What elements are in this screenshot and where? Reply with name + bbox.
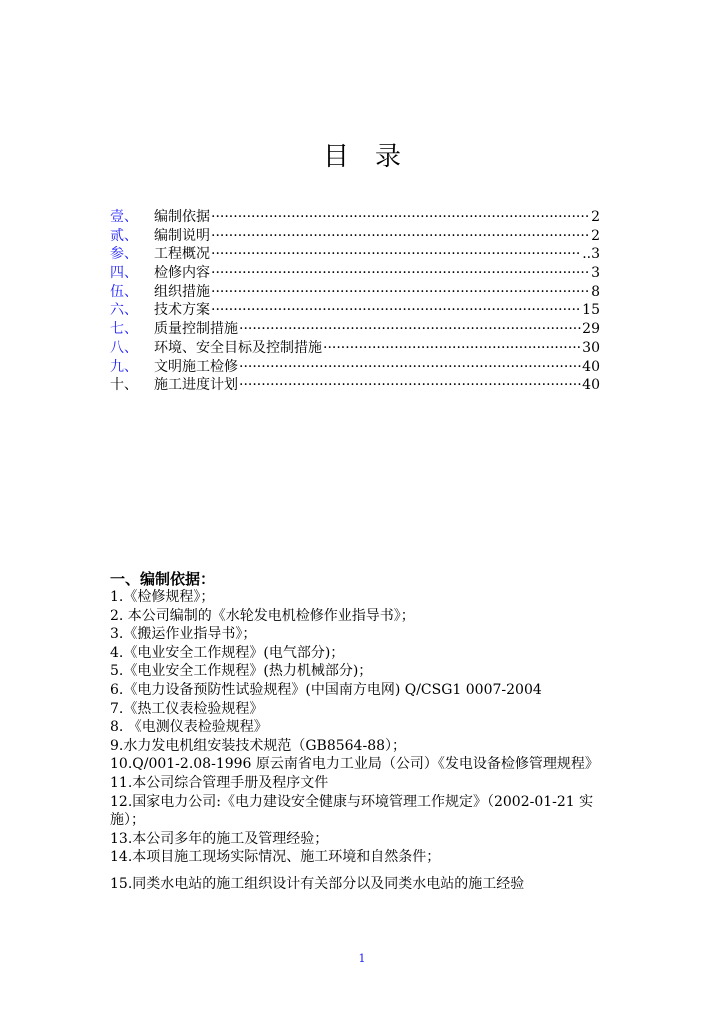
toc-entry[interactable] [110,376,600,395]
reference-item: 4.《电业安全工作规程》(电气部分)； [110,644,345,661]
reference-item: 12.国家电力公司:《电力建设安全健康与环境管理工作规定》（2002-01-21 实施）； [110,793,594,829]
toc-entry-label: 质量控制措施 [154,321,238,338]
toc-entry-number: 七、 [110,321,138,338]
toc-entry[interactable] [110,245,600,264]
table-of-contents [110,208,600,395]
toc-leader-dots [239,320,581,339]
toc-entry-label: 编制依据 [154,209,210,225]
reference-item: 1.《检修规程》； [110,589,215,605]
toc-entry-page: 30 [582,339,600,356]
toc-entry-page: 40 [582,377,600,394]
page-title: 目录 [322,142,427,172]
toc-entry-page: ..3 [582,246,600,263]
reference-item: 6.《电力设备预防性试验规程》(中国南方电网) Q/CSG1 0007-2004 [110,681,542,698]
toc-leader-dots [211,283,590,302]
toc-entry[interactable] [110,283,600,302]
toc-entry-number: 贰、 [110,227,138,244]
toc-entry-page: 2 [591,227,600,244]
toc-entry-page: 15 [582,302,600,319]
toc-leader-dots [211,208,590,227]
reference-item: 9.水力发电机组安装技术规范（GB8564-88）； [110,737,407,754]
reference-item: 2. 本公司编制的《水轮发电机检修作业指导书》； [110,607,415,624]
toc-entry[interactable] [110,339,600,358]
toc-entry-page: 2 [591,209,600,225]
toc-entry[interactable] [110,358,600,377]
reference-list [110,588,620,894]
reference-item: 14.本项目施工现场实际情况、施工环境和自然条件； [110,849,441,866]
reference-item: 5.《电业安全工作规程》(热力机械部分)； [110,663,373,680]
toc-entry-label: 编制说明 [154,227,210,244]
toc-entry-label: 组织措施 [154,283,210,300]
toc-leader-dots [239,358,581,377]
reference-item: 13.本公司多年的施工及管理经验； [110,830,329,847]
toc-entry-label: 技术方案 [154,302,210,319]
toc-entry-page: 29 [582,321,600,338]
toc-entry-label: 文明施工检修 [154,358,238,375]
toc-leader-dots [323,339,581,358]
toc-leader-dots [211,264,590,283]
toc-entry-page: 40 [582,358,600,375]
toc-entry-number: 九、 [110,358,138,375]
toc-entry[interactable] [110,320,600,339]
toc-entry-number: 壹、 [110,209,138,225]
toc-entry-label: 施工进度计划 [154,377,238,394]
toc-entry-page: 8 [591,283,600,300]
section-heading: 一、编制依据： [110,570,216,588]
toc-entry[interactable] [110,301,600,320]
reference-item: 15.同类水电站的施工组织设计有关部分以及同类水电站的施工经验 [110,875,525,892]
toc-leader-dots [211,227,590,246]
toc-entry-number: 参、 [110,246,138,263]
toc-entry-number: 伍、 [110,283,138,300]
page-number: 1 [358,952,366,965]
toc-leader-dots [211,245,581,264]
toc-entry-number: 八、 [110,339,138,356]
reference-item: 10.Q/001-2.08-1996 原云南省电力工业局（公司）《发电设备检修管理规程》 [110,756,599,773]
toc-entry-number: 四、 [110,265,138,282]
toc-leader-dots [239,376,581,395]
toc-entry[interactable] [110,264,600,283]
toc-entry-number: 六、 [110,302,138,319]
reference-item: 11.本公司综合管理手册及程序文件 [110,774,329,791]
reference-item: 3.《搬运作业指导书》； [110,626,257,643]
toc-entry-label: 环境、安全目标及控制措施 [154,339,322,356]
toc-entry-number: 十、 [110,377,138,394]
toc-entry[interactable] [110,227,600,246]
toc-entry[interactable] [110,208,600,227]
reference-item: 7.《热工仪表检验规程》 [110,700,264,717]
toc-entry-label: 检修内容 [154,265,210,282]
toc-entry-page: 3 [591,265,600,282]
reference-item: 8. 《电测仪表检验规程》 [110,719,268,736]
toc-entry-label: 工程概况 [154,246,210,263]
toc-leader-dots [211,301,581,320]
